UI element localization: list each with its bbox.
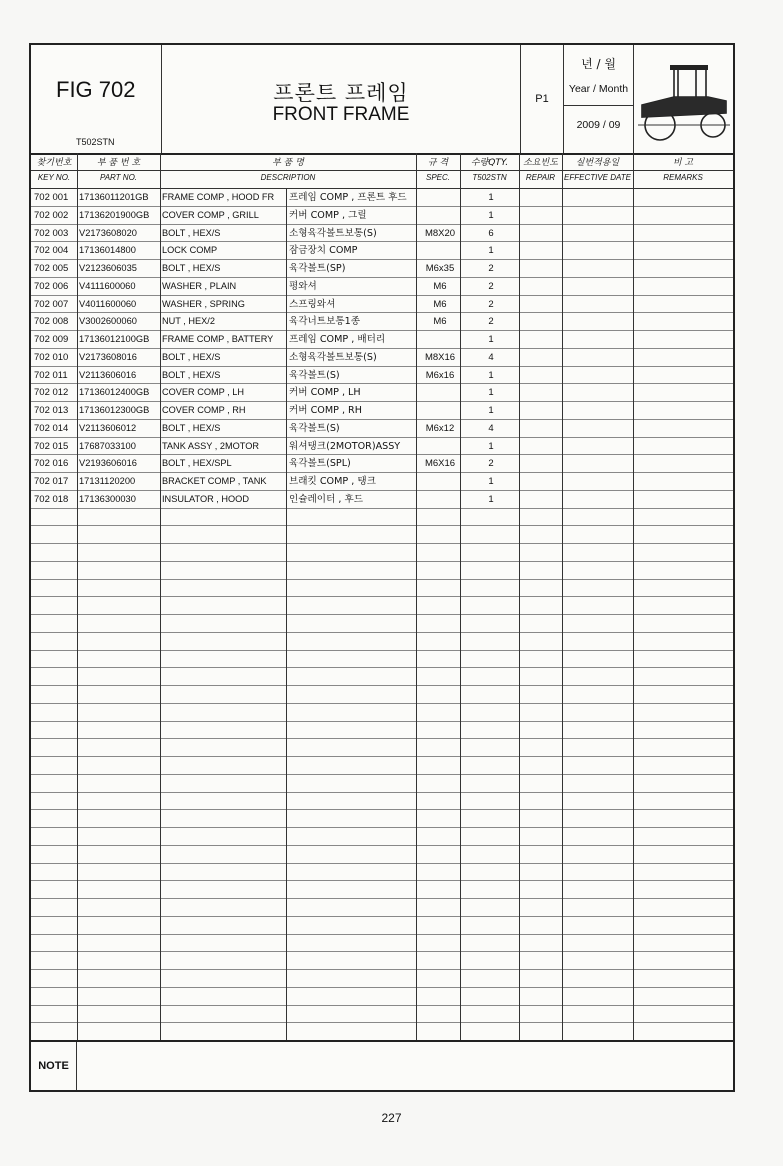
cell-spec: M6: [433, 316, 447, 328]
cell-quantity: 1: [488, 369, 494, 381]
cell-description: BOLT , HEX/SPL: [162, 458, 232, 469]
empty-row: [31, 668, 733, 686]
cell-spec: [418, 331, 462, 348]
cell-part-no: 17131120200: [79, 476, 136, 486]
col-part: [77, 153, 160, 189]
cell-part-no: V4011600060: [79, 298, 137, 309]
col-spec-ko: 규 격: [427, 158, 449, 168]
empty-row: [31, 597, 733, 615]
empty-row: [31, 988, 733, 1006]
cell-description: COVER COMP , LH: [162, 387, 245, 398]
cell-quantity: 2: [488, 458, 494, 470]
empty-row: [31, 810, 733, 828]
tractor-cell: [634, 45, 733, 153]
page-cell: [521, 45, 564, 153]
table-row: [31, 278, 733, 296]
cell-part-no: 17136012400GB: [79, 387, 150, 398]
table-row: [31, 402, 733, 420]
cell-quantity: 6: [488, 227, 494, 239]
cell-key-no: 702 009: [34, 334, 69, 345]
table-row: [31, 296, 733, 314]
col-qty-en: T502STN: [472, 173, 507, 182]
cell-description: BOLT , HEX/S: [162, 263, 221, 273]
cell-spec: M6: [433, 298, 447, 310]
cell-description-korean: 육각너트보통1종: [289, 316, 360, 328]
cell-part-no: 17136011201GB: [79, 192, 149, 202]
cell-description-korean: 육각볼트(S): [289, 369, 340, 381]
cell-description-korean: 프레임 COMP , 배터리: [289, 334, 386, 345]
cell-description-korean: 육각볼트(SPL): [289, 458, 351, 470]
cell-key-no: 702 008: [34, 316, 69, 328]
cell-description-korean: 육각볼트(SP): [289, 263, 346, 274]
column-line: [77, 153, 78, 1040]
table-row: [31, 473, 733, 491]
cell-spec: M8X16: [424, 351, 456, 363]
cell-quantity: 4: [488, 351, 494, 363]
cell-description-korean: 스프링와셔: [289, 298, 336, 310]
table-row: [31, 242, 733, 260]
table-row: [31, 189, 733, 207]
cell-spec: [418, 242, 462, 259]
col-divider: [633, 170, 733, 171]
col-qty: [460, 153, 519, 189]
cell-description-korean: 육각볼트(S): [289, 422, 340, 434]
empty-row: [31, 899, 733, 917]
cell-spec: M8X20: [424, 227, 456, 239]
table-row: [31, 349, 733, 367]
col-repair: [519, 153, 562, 189]
col-eff-ko: 실번적용일: [575, 158, 620, 168]
empty-row: [31, 846, 733, 864]
cell-key-no: 702 015: [34, 440, 69, 452]
empty-row: [31, 562, 733, 580]
empty-row: [31, 651, 733, 669]
column-line: [562, 153, 563, 1040]
cell-key-no: 702 012: [34, 387, 69, 399]
date-divider: [564, 105, 633, 106]
note-label: NOTE: [31, 1042, 77, 1090]
note-section: [31, 1040, 733, 1090]
cell-description: NUT , HEX/2: [162, 316, 215, 327]
cell-part-no: V2173608016: [79, 351, 137, 362]
table-row: [31, 225, 733, 243]
col-part-en: PART NO.: [99, 173, 138, 182]
cell-spec: M6x16: [425, 369, 455, 381]
cell-description: COVER COMP , GRILL: [162, 209, 259, 220]
cell-description-korean: 잠금장치 COMP: [289, 245, 358, 257]
cell-key-no: 702 004: [34, 245, 69, 257]
column-line: [160, 153, 161, 1040]
empty-row: [31, 615, 733, 633]
empty-row: [31, 917, 733, 935]
cell-description-korean: 브래킷 COMP , 탱크: [289, 476, 376, 487]
col-repair-ko: 소요빈도: [523, 158, 558, 168]
cell-key-no: 702 013: [34, 405, 69, 416]
cell-description: WASHER , PLAIN: [162, 280, 237, 291]
col-remarks: [633, 153, 733, 189]
empty-row: [31, 739, 733, 757]
cell-description: BOLT , HEX/S: [162, 369, 221, 380]
cell-description: BOLT , HEX/S: [162, 351, 221, 362]
table-row: [31, 260, 733, 278]
cell-description: LOCK COMP: [162, 245, 218, 256]
cell-key-no: 702 006: [34, 280, 69, 292]
cell-spec: [418, 438, 462, 455]
cell-spec: M6: [433, 280, 447, 292]
cell-part-no: 17136201900GB: [79, 209, 150, 220]
cell-quantity: 1: [488, 440, 494, 452]
empty-row: [31, 704, 733, 722]
empty-row: [31, 722, 733, 740]
cell-part-no: V2113606012: [79, 422, 137, 433]
empty-row: [31, 509, 733, 527]
cell-description-korean: 워셔탱크(2MOTOR)ASSY: [289, 440, 401, 452]
cell-spec: [418, 384, 462, 401]
table-row: [31, 420, 733, 438]
cell-quantity: 1: [488, 334, 494, 345]
empty-row: [31, 828, 733, 846]
cell-description-korean: 소형육각볼트보통(S): [289, 351, 377, 363]
col-divider: [562, 170, 633, 171]
issue-date: 2009 / 09: [576, 119, 621, 131]
cell-quantity: 1: [488, 493, 494, 505]
cell-part-no: V2173608020: [79, 227, 137, 238]
cell-spec: M6x12: [425, 422, 455, 434]
col-repair-en: REPAIR: [525, 173, 556, 182]
empty-row: [31, 1023, 733, 1041]
col-divider: [416, 170, 460, 171]
cell-quantity: 4: [488, 422, 494, 434]
cell-description-korean: 프레임 COMP , 프론트 후드: [289, 192, 407, 203]
cell-description: BRACKET COMP , TANK: [162, 476, 267, 486]
table-row: [31, 367, 733, 385]
cell-part-no: V4111600060: [79, 280, 136, 291]
cell-spec: [418, 402, 462, 419]
table-row: [31, 491, 733, 509]
cell-spec: [418, 491, 462, 508]
cell-description: BOLT , HEX/S: [162, 227, 221, 238]
cell-spec: [418, 207, 462, 224]
col-rem-en: REMARKS: [663, 173, 703, 182]
col-description: [160, 153, 416, 189]
table-row: [31, 313, 733, 331]
cell-key-no: 702 011: [34, 369, 68, 381]
col-divider: [460, 170, 519, 171]
title-korean: 프론트 프레임: [273, 81, 409, 105]
empty-row: [31, 526, 733, 544]
cell-key-no: 702 001: [34, 192, 69, 203]
table-row: [31, 331, 733, 349]
tractor-icon: [634, 45, 733, 153]
cell-part-no: 17136014800: [79, 245, 136, 256]
cell-description-korean: 소형육각볼트보통(S): [289, 227, 377, 239]
cell-part-no: V3002600060: [79, 316, 137, 327]
table-row: [31, 455, 733, 473]
cell-description-korean: 평와셔: [289, 280, 317, 292]
col-divider: [160, 170, 416, 171]
cell-spec: M6X16: [424, 458, 456, 470]
col-divider: [77, 170, 160, 171]
empty-row: [31, 775, 733, 793]
col-qty-ko: 수량QTY.: [470, 158, 509, 168]
cell-quantity: 2: [488, 280, 494, 292]
empty-row: [31, 793, 733, 811]
title-cell: [162, 45, 521, 153]
column-line: [633, 153, 634, 1040]
parts-list-sheet: [29, 43, 735, 1092]
empty-row: [31, 935, 733, 953]
empty-row: [31, 881, 733, 899]
col-desc-en: DESCRIPTION: [260, 173, 316, 182]
empty-row: [31, 757, 733, 775]
table-row: [31, 207, 733, 225]
year-month-english: Year / Month: [568, 83, 629, 95]
cell-description: INSULATOR , HOOD: [162, 493, 249, 504]
cell-quantity: 2: [488, 263, 494, 274]
col-divider: [519, 170, 562, 171]
year-month-korean: 년 / 월: [581, 57, 616, 71]
col-eff-en: EFFECTIVE DATE: [564, 173, 631, 182]
cell-description-korean: 커버 COMP , RH: [289, 405, 362, 416]
cell-spec: [418, 189, 462, 206]
col-desc-ko: 부 품 명: [272, 158, 304, 168]
cell-part-no: 17687033100: [79, 440, 136, 451]
col-spec: [416, 153, 460, 189]
cell-quantity: 1: [488, 387, 494, 399]
cell-description: FRAME COMP , BATTERY: [162, 334, 274, 344]
column-line: [460, 153, 461, 1040]
col-key-ko: 찾기번호: [36, 158, 72, 168]
cell-key-no: 702 003: [34, 227, 69, 239]
column-line: [286, 189, 287, 1040]
cell-description: BOLT , HEX/S: [162, 422, 221, 433]
date-cell: [564, 45, 634, 153]
cell-quantity: 1: [488, 192, 494, 203]
col-rem-ko: 비 고: [672, 158, 694, 168]
table-row: [31, 384, 733, 402]
title-english: FRONT FRAME: [272, 104, 410, 125]
page-code: P1: [535, 93, 549, 105]
cell-description: TANK ASSY , 2MOTOR: [162, 440, 260, 451]
cell-key-no: 702 017: [34, 476, 69, 487]
figure-cell: [31, 45, 162, 153]
column-header-row: [31, 153, 733, 189]
cell-part-no: 17136012300GB: [79, 405, 150, 415]
empty-row: [31, 1006, 733, 1024]
model-code: T502STN: [76, 137, 115, 147]
col-part-ko: 부 품 번 호: [96, 158, 141, 168]
figure-number: FIG 702: [56, 77, 136, 102]
column-line: [416, 153, 417, 1040]
cell-quantity: 1: [488, 209, 494, 221]
cell-key-no: 702 016: [34, 458, 69, 470]
cell-spec: M6x35: [425, 263, 455, 274]
empty-row: [31, 952, 733, 970]
empty-row: [31, 633, 733, 651]
col-key-en: KEY NO.: [37, 173, 71, 182]
empty-row: [31, 864, 733, 882]
empty-row: [31, 544, 733, 562]
cell-key-no: 702 005: [34, 263, 69, 274]
cell-quantity: 2: [488, 316, 494, 328]
cell-description: FRAME COMP , HOOD FR: [162, 192, 275, 202]
cell-description-korean: 인슐레이터 , 후드: [289, 493, 364, 505]
cell-key-no: 702 002: [34, 209, 69, 221]
col-spec-en: SPEC.: [425, 173, 450, 182]
col-effective-date: [562, 153, 633, 189]
cell-description-korean: 커버 COMP , LH: [289, 387, 361, 399]
cell-part-no: V2123606035: [79, 263, 137, 273]
cell-description-korean: 커버 COMP , 그릴: [289, 209, 367, 221]
cell-key-no: 702 007: [34, 298, 69, 310]
cell-key-no: 702 010: [34, 351, 69, 363]
cell-quantity: 2: [488, 298, 494, 310]
cell-key-no: 702 014: [34, 422, 69, 434]
cell-description: WASHER , SPRING: [162, 298, 245, 309]
col-divider: [31, 170, 77, 171]
column-line: [519, 153, 520, 1040]
cell-description: COVER COMP , RH: [162, 405, 246, 415]
cell-part-no: 17136012100GB: [79, 334, 150, 344]
cell-quantity: 1: [488, 405, 494, 416]
cell-key-no: 702 018: [34, 493, 69, 505]
cell-quantity: 1: [488, 245, 494, 257]
cell-part-no: V2113606016: [79, 369, 137, 380]
col-key: [31, 153, 77, 189]
empty-row: [31, 686, 733, 704]
cell-part-no: V2193606016: [79, 458, 137, 469]
cell-part-no: 17136300030: [79, 493, 136, 504]
sheet-header: [31, 45, 733, 155]
empty-row: [31, 580, 733, 598]
cell-quantity: 1: [488, 476, 494, 487]
cell-spec: [418, 473, 462, 490]
empty-row: [31, 970, 733, 988]
table-row: [31, 438, 733, 456]
page-number: 227: [381, 1111, 402, 1125]
